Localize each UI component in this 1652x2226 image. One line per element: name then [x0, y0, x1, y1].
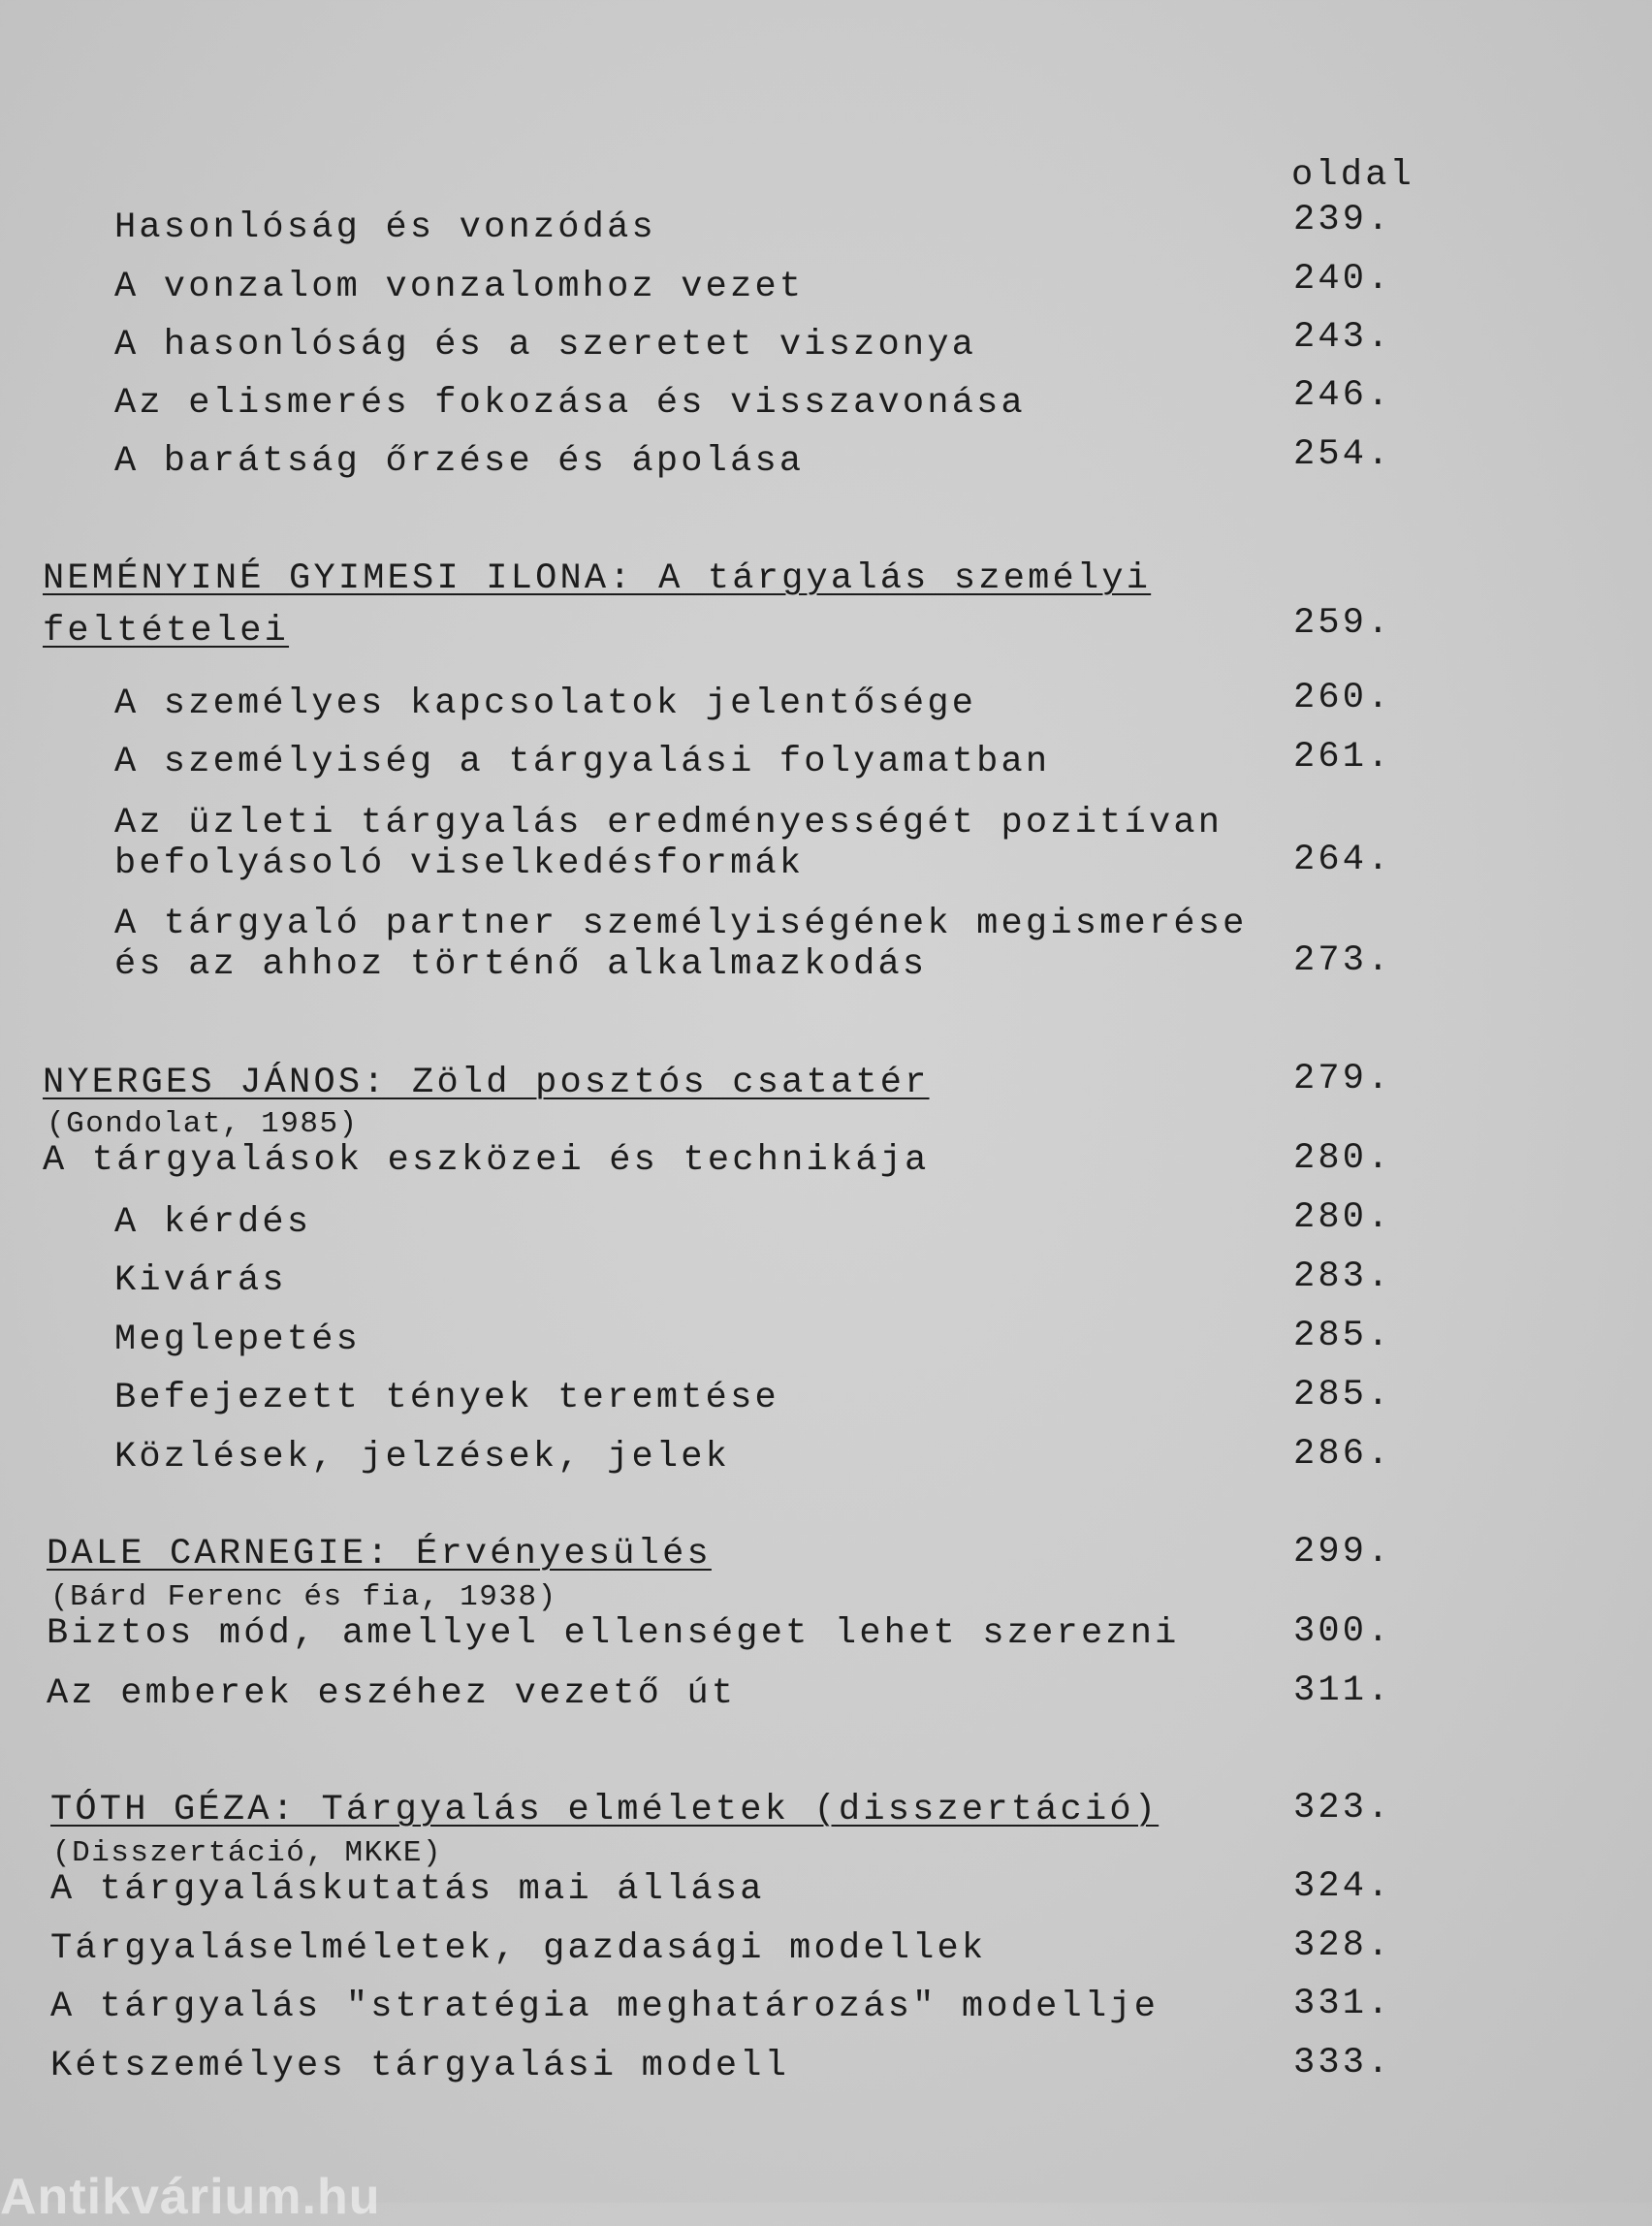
toc-entry-title: A hasonlóság és a szeretet viszonya [114, 325, 977, 366]
toc-entry-title: Biztos mód, amellyel ellenséget lehet szerezni [47, 1613, 1180, 1654]
toc-entry-page: 283. [1293, 1256, 1392, 1297]
toc-entry-page: 239. [1293, 200, 1392, 240]
section-source: (Gondolat, 1985) [47, 1107, 359, 1141]
section-heading-page: 299. [1293, 1532, 1392, 1573]
toc-entry-title: Tárgyaláselméletek, gazdasági modellek [50, 1928, 987, 1969]
toc-entry-page: 246. [1293, 375, 1392, 416]
toc-entry-page: 261. [1293, 737, 1392, 778]
section-heading: DALE CARNEGIE: Érvényesülés [47, 1534, 712, 1574]
toc-entry-title: A barátság őrzése és ápolása [114, 441, 805, 482]
toc-entry-page: 254. [1293, 434, 1392, 475]
toc-entry-page: 280. [1293, 1197, 1392, 1238]
toc-entry-title-line2: befolyásoló viselkedésformák [114, 843, 805, 884]
toc-entry-page: 243. [1293, 317, 1392, 358]
toc-entry-page: 264. [1293, 840, 1392, 880]
toc-entry-page: 331. [1293, 1984, 1392, 2024]
toc-entry-page: 324. [1293, 1866, 1392, 1907]
toc-entry-page: 260. [1293, 678, 1392, 718]
section-source: (Bárd Ferenc és fia, 1938) [50, 1580, 557, 1614]
toc-entry-title: Közlések, jelzések, jelek [114, 1437, 731, 1478]
toc-entry-page: 240. [1293, 259, 1392, 300]
toc-entry-title: A kérdés [114, 1202, 312, 1243]
page-column-label: oldal [1291, 155, 1415, 196]
toc-entry-title: Meglepetés [114, 1320, 362, 1360]
toc-entry-title: A vonzalom vonzalomhoz vezet [114, 267, 805, 307]
toc-entry-title: A tárgyaláskutatás mai állása [50, 1869, 765, 1910]
toc-entry-title: A tárgyalás "stratégia meghatározás" modellje [50, 1987, 1160, 2027]
toc-entry-page: 285. [1293, 1375, 1392, 1415]
toc-entry-title: Hasonlóság és vonzódás [114, 207, 656, 248]
toc-entry-title: Az emberek eszéhez vezető út [47, 1673, 737, 1714]
chapter-page: 280. [1293, 1138, 1392, 1179]
section-heading-page: 279. [1293, 1059, 1392, 1099]
section-heading: NEMÉNYINÉ GYIMESI ILONA: A tárgyalás személyi [43, 558, 1152, 599]
toc-entry-title: Kivárás [114, 1260, 287, 1301]
section-source: (Disszertáció, MKKE) [52, 1836, 443, 1870]
toc-entry-page: 328. [1293, 1925, 1392, 1966]
toc-entry-title: A személyiség a tárgyalási folyamatban [114, 742, 1051, 782]
section-heading: NYERGES JÁNOS: Zöld posztós csatatér [43, 1063, 930, 1103]
toc-entry-page: 273. [1293, 940, 1392, 981]
toc-entry-page: 311. [1293, 1670, 1392, 1711]
toc-entry-page: 300. [1293, 1611, 1392, 1652]
section-heading-continued: feltételei [43, 611, 290, 652]
toc-entry-title: Kétszemélyes tárgyalási modell [50, 2046, 790, 2086]
toc-entry-title-line1: A tárgyaló partner személyiségének megismerése [114, 904, 1248, 944]
toc-entry-title-line1: Az üzleti tárgyalás eredményességét pozitívan [114, 803, 1223, 843]
section-heading-page: 323. [1293, 1788, 1392, 1828]
watermark: Antikvárium.hu [0, 2169, 381, 2225]
section-heading-page: 259. [1293, 603, 1392, 644]
toc-entry-title: A személyes kapcsolatok jelentősége [114, 684, 977, 724]
toc-entry-page: 286. [1293, 1434, 1392, 1475]
section-heading: TÓTH GÉZA: Tárgyalás elméletek (disszertáció) [50, 1790, 1160, 1830]
toc-entry-title: Az elismerés fokozása és visszavonása [114, 383, 1026, 424]
toc-entry-page: 333. [1293, 2043, 1392, 2083]
toc-entry-title-line2: és az ahhoz történő alkalmazkodás [114, 944, 928, 985]
toc-entry-title: Befejezett tények teremtése [114, 1378, 779, 1418]
toc-entry-page: 285. [1293, 1316, 1392, 1356]
chapter-title: A tárgyalások eszközei és technikája [43, 1140, 930, 1181]
